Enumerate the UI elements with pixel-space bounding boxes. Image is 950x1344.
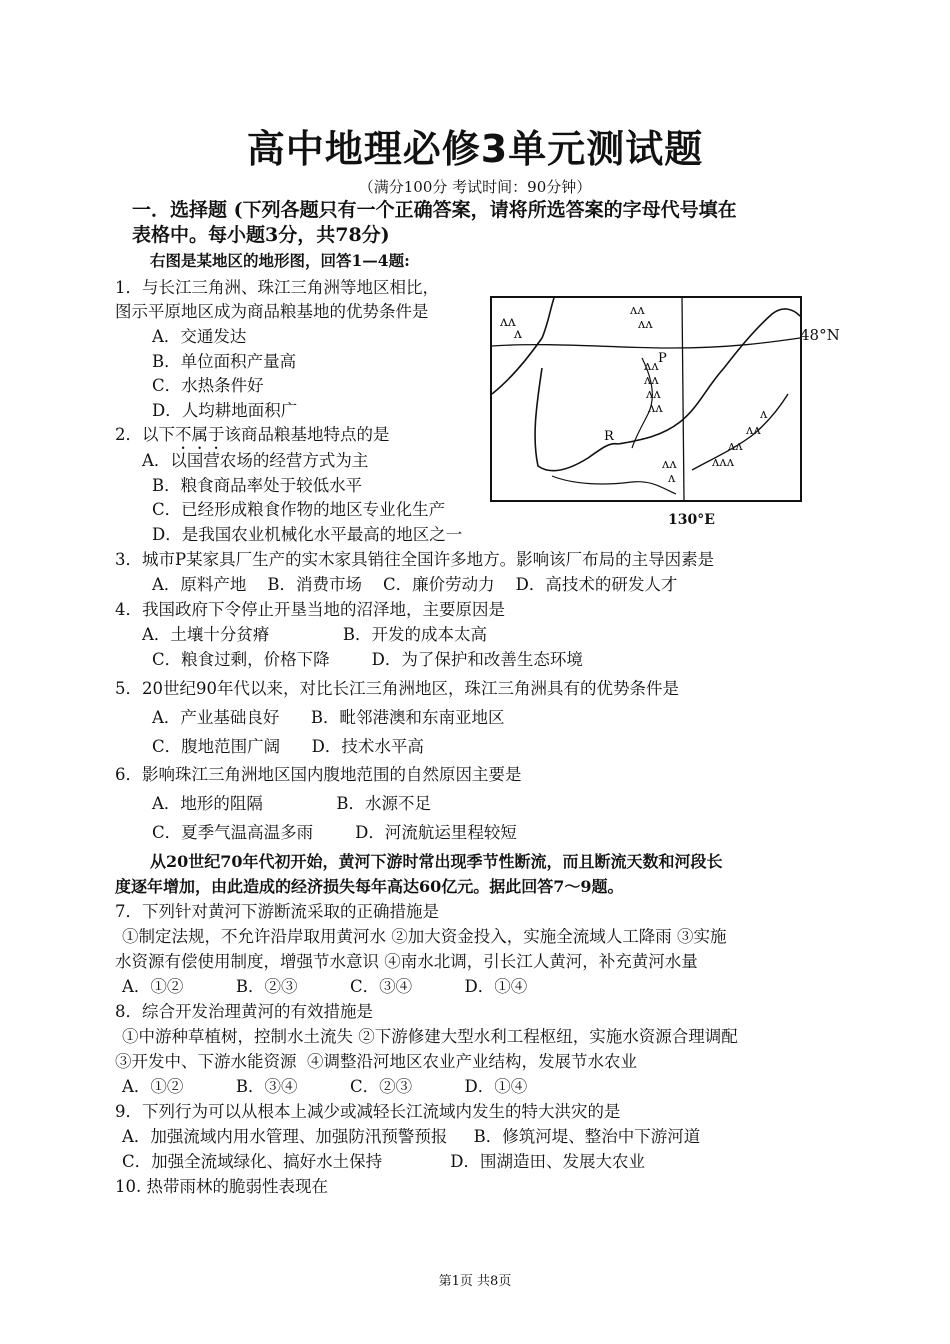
q5-options-cd: C．腹地范围广阔 D．技术水平高	[152, 737, 424, 756]
map-label-r: R	[604, 429, 614, 444]
mountain-symbols	[499, 303, 768, 486]
river-line-main	[535, 368, 618, 471]
exam-info: （满分100分 考试时间：90分钟）	[358, 178, 592, 196]
q2-option-c: C．已经形成粮食作物的地区专业化生产	[152, 500, 446, 519]
q1-option-b: B．单位面积产量高	[152, 352, 297, 371]
q4-options-cd: C．粮食过剩，价格下降 D．为了保护和改善生态环境	[152, 650, 583, 669]
q3-options: A．原料产地 B．消费市场 C．廉价劳动力 D．高技术的研发人才	[152, 575, 678, 594]
q9-stem: 9．下列行为可以从根本上减少或减轻长江流域内发生的特大洪灾的是	[115, 1102, 621, 1121]
q3-stem: 3．城市P某家具厂生产的实木家具销往全国许多地方。影响该厂布局的主导因素是	[115, 550, 715, 569]
q8-stem: 8．综合开发治理黄河的有效措施是	[115, 1002, 373, 1021]
svg-text:ᴧᴧ: ᴧᴧ	[728, 439, 743, 454]
q1-stem-line1: 1．与长江三角洲、珠江三角洲等地区相比，	[115, 278, 439, 297]
q4-options-ab: A．土壤十分贫瘠 B．开发的成本太高	[142, 625, 487, 644]
yellow-river-intro-line1: 从20世纪70年代初开始，黄河下游时常出现季节性断流，而且断流天数和河段长	[150, 852, 723, 871]
document-title: 高中地理必修3单元测试题	[246, 127, 704, 171]
q7-items-line2: 水资源有偿使用制度，增强节水意识 ④南水北调，引长江人黄河，补充黄河水量	[115, 952, 698, 971]
q9-options-cd: C．加强全流域绿化、搞好水土保持 D．围湖造田、发展大农业	[122, 1152, 646, 1171]
q5-options-ab: A．产业基础良好 B．毗邻港澳和东南亚地区	[152, 708, 505, 727]
svg-text:ᴧᴧ: ᴧᴧ	[500, 314, 516, 330]
q6-options-ab: A．地形的阻隔 B．水源不足	[152, 794, 431, 813]
q9-options-ab: A．加强流域内用水管理、加强防汛预警预报 B．修筑河堤、整治中下游河道	[122, 1127, 701, 1146]
q7-options: A．①② B．②③ C．③④ D．①④	[122, 977, 528, 996]
svg-text:ᴧᴧ: ᴧᴧ	[662, 457, 677, 472]
q7-items-line1: ①制定法规，不允许沿岸取用黄河水 ②加大资金投入，实施全流域人工降雨 ③实施	[122, 927, 727, 946]
q8-options: A．①② B．③④ C．②③ D．①④	[122, 1077, 528, 1096]
svg-text:ᴧᴧ: ᴧᴧ	[644, 359, 659, 374]
q2-stem-emphasis: 不属于	[175, 425, 225, 444]
q8-items-line1: ①中游种草植树，控制水土流失 ②下游修建大型水利工程枢纽，实施水资源合理调配	[122, 1027, 738, 1046]
section-heading	[132, 198, 852, 248]
map-longitude-label: 130°E	[668, 512, 715, 528]
q2-stem-post: 该商品粮基地特点的是	[224, 425, 390, 444]
q2-option-d: D．是我国农业机械化水平最高的地区之一	[152, 525, 463, 544]
svg-text:ᴧᴧ: ᴧᴧ	[648, 401, 663, 416]
map-latitude-label: 48°N	[800, 326, 840, 344]
section-heading-line2: 表格中。每小题3分，共78分)	[132, 224, 390, 246]
map-label-p: P	[658, 351, 667, 366]
q1-option-a: A．交通发达	[152, 327, 247, 346]
svg-text:ᴧᴧ: ᴧᴧ	[630, 303, 645, 318]
q6-stem: 6．影响珠江三角洲地区国内腹地范围的自然原因主要是	[115, 765, 522, 784]
q5-stem: 5．20世纪90年代以来，对比长江三角洲地区，珠江三角洲具有的优势条件是	[115, 679, 679, 698]
svg-text:ᴧᴧᴧ: ᴧᴧᴧ	[712, 455, 735, 470]
yellow-river-intro-line2: 度逐年增加，由此造成的经济损失每年高达60亿元。据此回答7～9题。	[115, 877, 624, 896]
svg-text:ᴧᴧ: ᴧᴧ	[644, 373, 659, 388]
q1-option-d: D．人均耕地面积广	[152, 401, 298, 420]
boundary-line-lower	[552, 476, 676, 494]
q1-option-c: C．水热条件好	[152, 376, 264, 395]
q1-stem-line2: 图示平原地区成为商品粮基地的优势条件是	[115, 302, 429, 321]
svg-text:ᴧᴧ: ᴧᴧ	[646, 387, 661, 402]
svg-text:ᴧ: ᴧ	[760, 407, 768, 422]
boundary-line-south	[692, 394, 788, 470]
q2-option-a: A．以国营农场的经营方式为主	[142, 451, 369, 470]
q6-options-cd: C．夏季气温高温多雨 D．河流航运里程较短	[152, 823, 517, 842]
svg-text:ᴧᴧ: ᴧᴧ	[746, 423, 761, 438]
longitude-line	[682, 298, 684, 500]
map-intro: 右图是某地区的地形图，回答1—4题:	[150, 251, 410, 270]
q2-option-b: B．粮食商品率处于较低水平	[152, 476, 363, 495]
q8-items-line2: ③开发中、下游水能资源 ④调整沿河地区农业产业结构，发展节水农业	[115, 1052, 637, 1071]
q7-stem: 7．下列针对黄河下游断流采取的正确措施是	[115, 902, 439, 921]
q4-stem: 4．我国政府下令停止开垦当地的沼泽地，主要原因是	[115, 600, 505, 619]
q10-stem: 10. 热带雨林的脆弱性表现在	[115, 1177, 328, 1196]
svg-text:ᴧ: ᴧ	[668, 471, 676, 486]
section-heading-line1: 一．选择题 (下列各题只有一个正确答案，请将所选答案的字母代号填在	[132, 199, 737, 221]
svg-text:ᴧ: ᴧ	[514, 326, 522, 342]
page-footer: 第1页 共8页	[438, 1274, 512, 1289]
q2-stem	[115, 424, 390, 453]
terrain-map	[490, 296, 802, 502]
svg-text:ᴧᴧ: ᴧᴧ	[638, 317, 653, 332]
terrain-map-drawing	[492, 298, 800, 500]
q2-stem-pre: 2．以下	[115, 425, 175, 444]
